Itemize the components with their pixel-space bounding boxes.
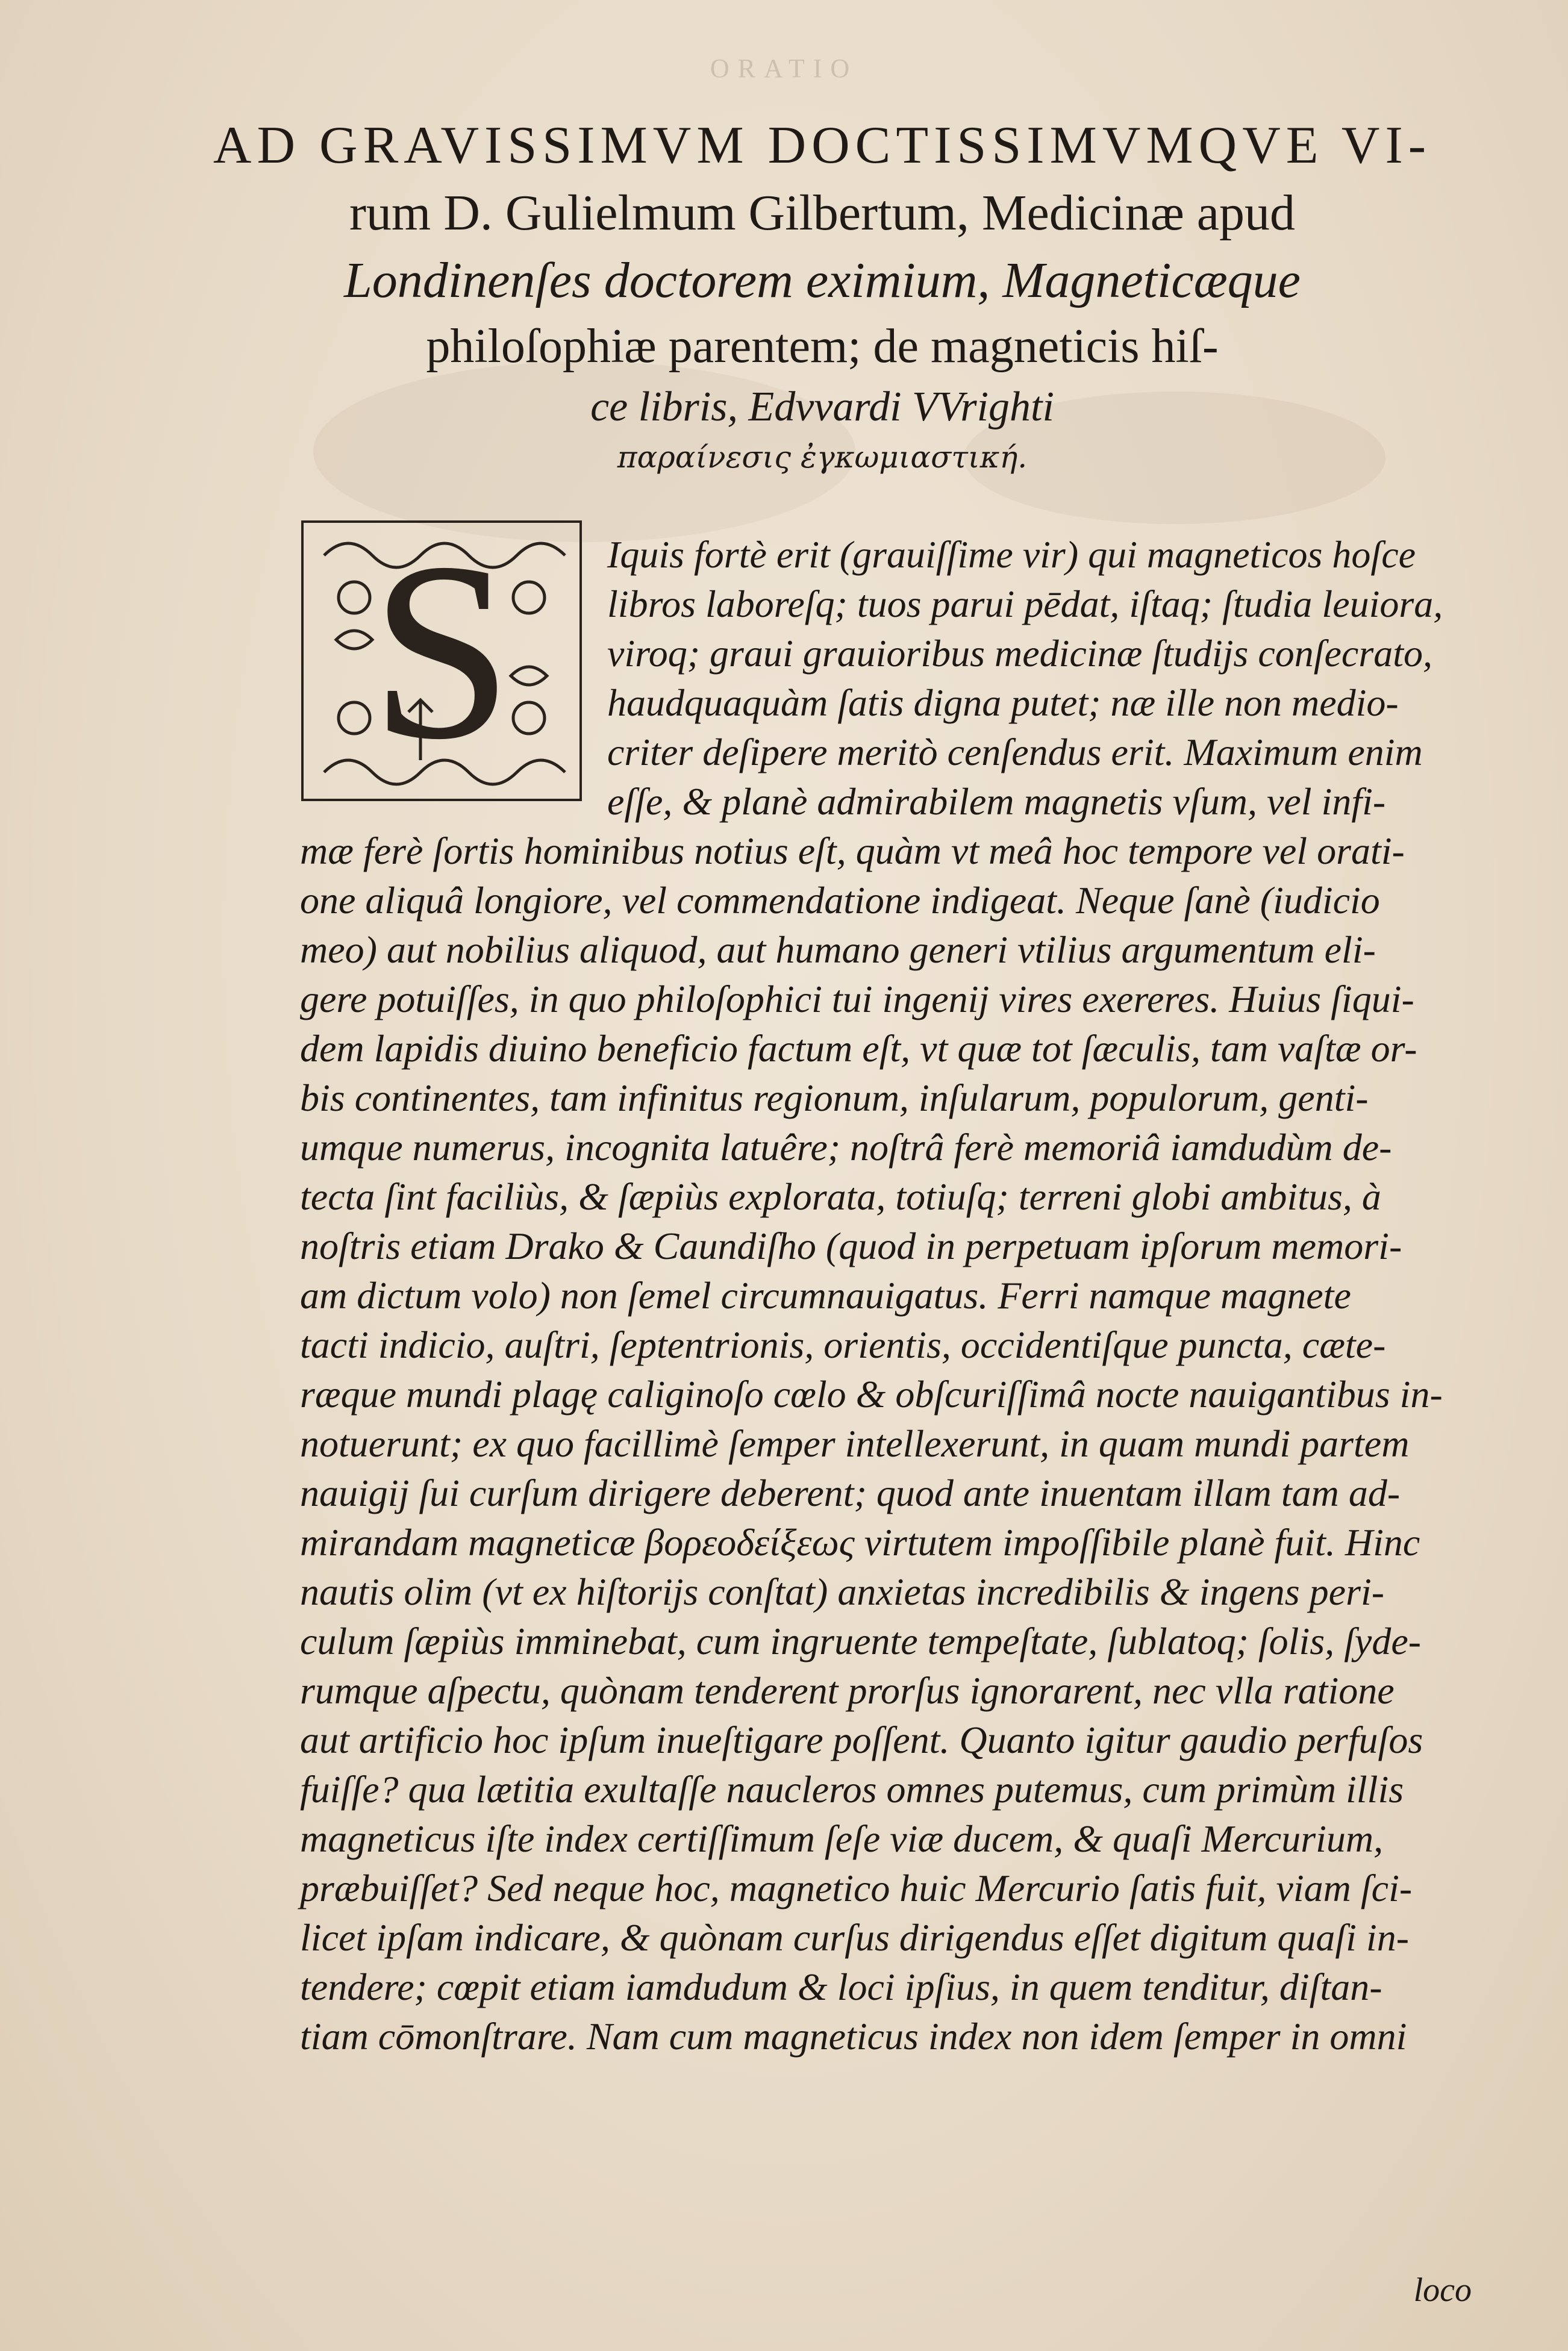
title-line-1: AD GRAVISSIMVM DOCTISSIMVMQVE VI- bbox=[213, 116, 1432, 175]
text-line: tiam cōmonſtrare. Nam cum magneticus index non idem ſemper in omni bbox=[300, 2015, 1407, 2058]
text-line: viroq; graui grauioribus medicinæ ſtudijs conſecrato, bbox=[607, 632, 1432, 675]
text-line: criter deſipere meritò cenſendus erit. Maximum enim bbox=[607, 731, 1423, 773]
text-line: tacti indicio, auſtri, ſeptentrionis, orientis, occidentiſque puncta, cæte- bbox=[300, 1323, 1386, 1366]
text-line: ræque mundi plagę caliginoſo cœlo & obſcuriſſimâ nocte nauigantibus in- bbox=[300, 1373, 1443, 1416]
text-line: noſtris etiam Drako & Caundiſho (quod in perpetuam ipſorum memori- bbox=[300, 1225, 1402, 1267]
text-line: tecta ſint faciliùs, & ſæpiùs explorata, totiuſq; terreni globi ambitus, à bbox=[300, 1175, 1381, 1218]
title-line-4: philoſophiæ parentem; de magneticis hiſ- bbox=[426, 320, 1219, 373]
text-line: licet ipſam indicare, & quònam curſus dirigendus eſſet digitum quaſi in- bbox=[300, 1916, 1409, 1959]
text-line: nautis olim (vt ex hiſtorijs conſtat) anxietas incredibilis & ingens peri- bbox=[300, 1570, 1385, 1613]
show-through-heading: ORATIO bbox=[710, 54, 858, 83]
title-line-3: Londinenſes doctorem eximium, Magneticæque bbox=[344, 252, 1301, 308]
text-line: Iquis fortè erit (grauiſſime vir) qui magneticos hoſce bbox=[607, 533, 1416, 576]
body-text bbox=[300, 530, 1496, 2061]
dedication-title bbox=[181, 112, 1464, 478]
text-line: meo) aut nobilius aliquod, aut humano generi vtilius argumentum eli- bbox=[300, 928, 1376, 971]
text-line: umque numerus, incognita latuêre; noſtrâ ferè memoriâ iamdudùm de- bbox=[300, 1126, 1392, 1169]
text-line: culum ſæpiùs imminebat, cum ingruente tempeſtate, ſublatoq; ſolis, ſyde- bbox=[300, 1620, 1422, 1663]
text-line: tendere; cœpit etiam iamdudum & loci ipſius, in quem tenditur, diſtan- bbox=[300, 1965, 1382, 2008]
text-line: magneticus iſte index certiſſimum ſeſe viæ ducem, & quaſi Mercurium, bbox=[300, 1817, 1384, 1860]
text-line: dem lapidis diuino beneficio factum eſt, vt quæ tot ſæculis, tam vaſtæ or- bbox=[300, 1027, 1417, 1070]
text-line: eſſe, & planè admirabilem magnetis vſum, vel infi- bbox=[607, 780, 1386, 823]
text-line: fuiſſe? qua lætitia exultaſſe naucleros omnes putemus, cum primùm illis bbox=[300, 1768, 1404, 1811]
text-line: haudquaquàm ſatis digna putet; næ ille non medio- bbox=[607, 681, 1399, 724]
title-line-6-greek: παραίνεσις ἐγκωμιαστική. bbox=[617, 440, 1028, 475]
text-line: mirandam magneticæ βορεοδείξεως virtutem impoſſibile planè fuit. Hinc bbox=[300, 1521, 1420, 1564]
text-line: notuerunt; ex quo facillimè ſemper intellexerunt, in quam mundi partem bbox=[300, 1422, 1410, 1465]
text-line: one aliquâ longiore, vel commendatione indigeat. Neque ſanè (iudicio bbox=[300, 879, 1380, 922]
text-line: præbuiſſet? Sed neque hoc, magnetico huic Mercurio ſatis fuit, viam ſci- bbox=[300, 1867, 1413, 1909]
text-line: am dictum volo) non ſemel circumnauigatus. Ferri namque magnete bbox=[300, 1274, 1351, 1317]
text-line: libros laboreſq; tuos parui pēdat, iſtaq; ſtudia leuiora, bbox=[607, 582, 1443, 625]
text-line: aut artificio hoc ipſum inueſtigare poſſent. Quanto igitur gaudio perfuſos bbox=[300, 1719, 1423, 1761]
catchword: loco bbox=[1413, 2271, 1472, 2309]
title-line-5: ce libris, Edvvardi VVrighti bbox=[590, 384, 1054, 430]
text-line: rumque aſpectu, quònam tenderent prorſus ignorarent, nec vlla ratione bbox=[300, 1669, 1395, 1712]
text-line: bis continentes, tam infinitus regionum, inſularum, populorum, genti- bbox=[300, 1076, 1369, 1119]
title-line-2: rum D. Gulielmum Gilbertum, Medicinæ apud bbox=[349, 185, 1296, 241]
text-line: mæ ferè ſortis hominibus notius eſt, quàm vt meâ hoc tempore vel orati- bbox=[300, 829, 1405, 872]
text-line: gere potuiſſes, in quo philoſophici tui ingenij vires exereres. Huius ſiqui- bbox=[300, 978, 1414, 1020]
text-line: nauigij ſui curſum dirigere deberent; quod ante inuentam illam tam ad- bbox=[300, 1472, 1401, 1514]
svg-text:S: S bbox=[371, 519, 512, 791]
